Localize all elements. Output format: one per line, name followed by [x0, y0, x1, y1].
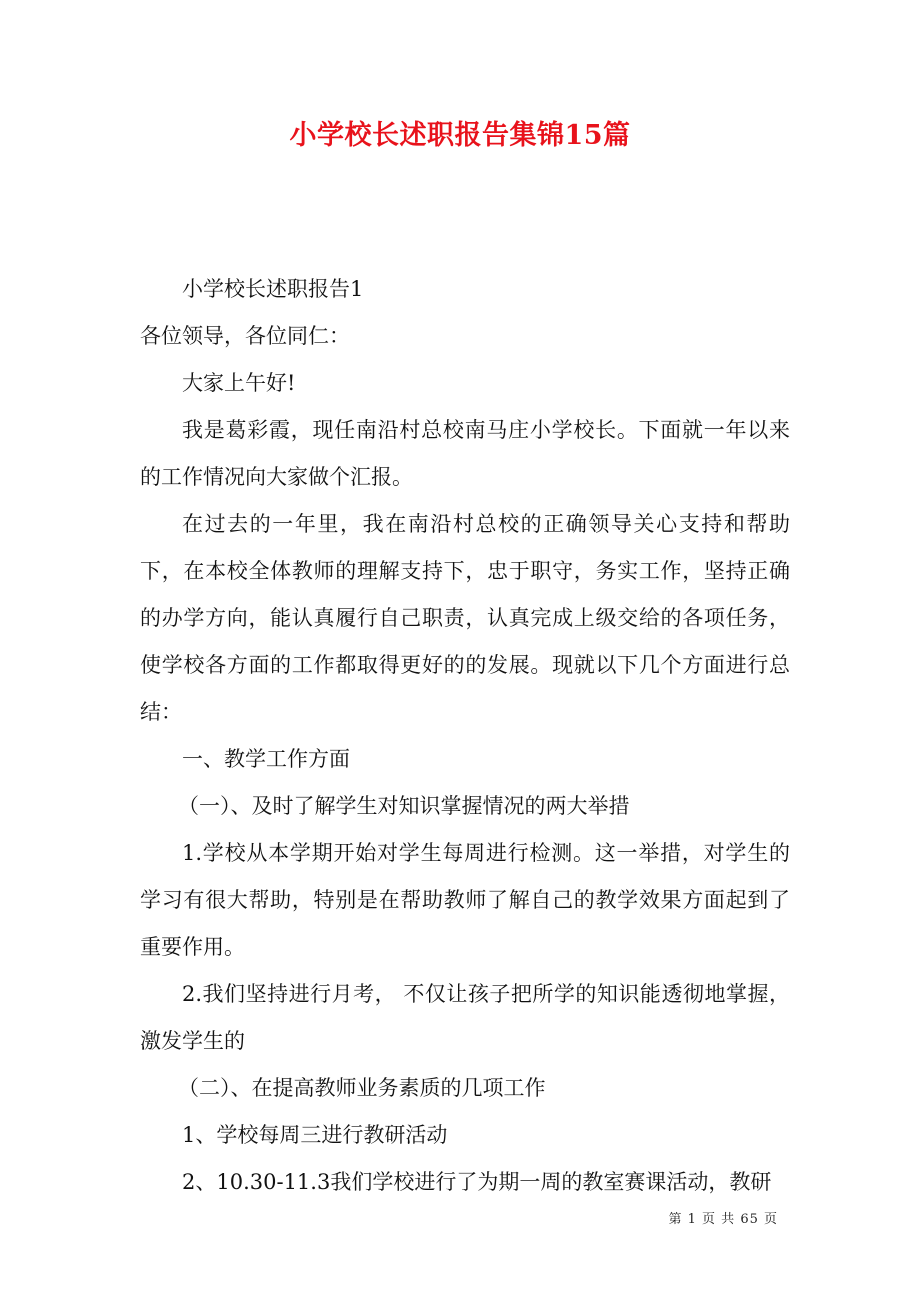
list-item-monthly-exam: 2.我们坚持进行月考， 不仅让孩子把所学的知识能透彻地掌握，激发学生的: [140, 982, 790, 1053]
subsection-heading-1: （一）、及时了解学生对知识掌握情况的两大举措: [178, 794, 630, 818]
summary-paragraph: 在过去的一年里，我在南沿村总校的正确领导关心支持和帮助下，在本校全体教师的理解支持下，忠于职守，务实工作，坚持正确的办学方向，能认真履行自己职责，认真完成上级交给的各项任务，使学校各方面的工作都取得更好的的发展。现就以下几个方面进行总结：: [140, 512, 790, 724]
list-item-weekly-test: 1.学校从本学期开始对学生每周进行检测。这一举措，对学生的学习有很大帮助，特别是在帮助教师了解自己的教学效果方面起到了重要作用。: [140, 841, 790, 959]
list-item-class-competition: 2、10.30-11.3我们学校进行了为期一周的教室赛课活动，教研: [182, 1170, 772, 1194]
subsection-heading-2: （二）、在提高教师业务素质的几项工作: [178, 1076, 546, 1100]
intro-paragraph: 我是葛彩霞，现任南沿村总校南马庄小学校长。下面就一年以来的工作情况向大家做个汇报。: [140, 418, 790, 489]
document-body: [140, 266, 790, 1206]
list-item-research-activity: 1、学校每周三进行教研活动: [182, 1123, 448, 1147]
greeting: 大家上午好!: [182, 371, 296, 395]
page-number-footer: 第 1 页 共 65 页: [668, 1212, 778, 1227]
document-title: 小学校长述职报告集锦15篇: [289, 120, 631, 151]
report-heading: 小学校长述职报告1: [182, 277, 364, 301]
section-heading-teaching: 一、教学工作方面: [182, 747, 350, 771]
salutation: 各位领导，各位同仁：: [140, 324, 350, 348]
